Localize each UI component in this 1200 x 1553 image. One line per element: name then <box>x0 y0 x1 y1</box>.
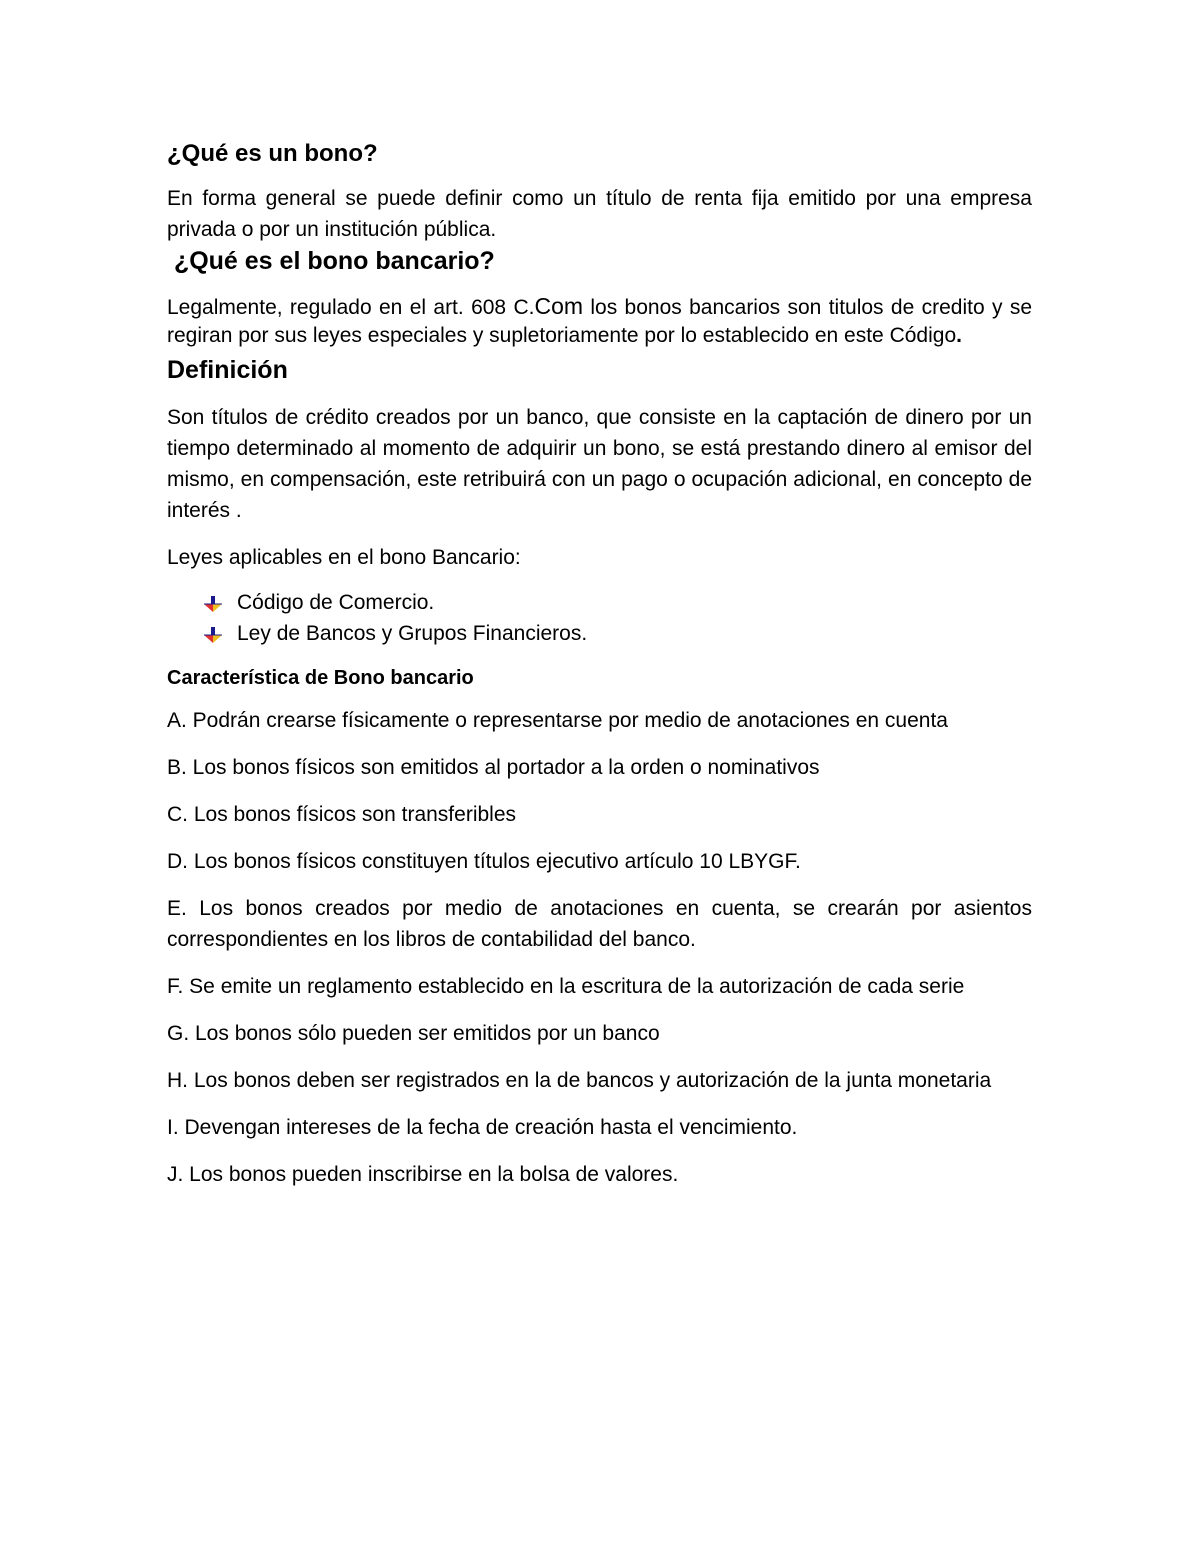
characteristic-item: B. Los bonos físicos son emitidos al portador a la orden o nominativos <box>167 756 820 780</box>
characteristic-item: G. Los bonos sólo pueden ser emitidos por un banco <box>167 1022 660 1046</box>
law-item-label: Código de Comercio. <box>237 591 435 615</box>
paragraph-legal-regulation <box>167 292 1032 350</box>
heading-definicion: Definición <box>167 355 288 384</box>
characteristic-item: D. Los bonos físicos constituyen títulos ejecutivo artículo 10 LBYGF. <box>167 850 801 874</box>
legal-text-part2: los bonos bancarios son titulos de credito y se regiran por sus leyes especiales y supletoriamente por lo establecido en este Código <box>167 295 1032 347</box>
paragraph-definicion: Son títulos de crédito creados por un banco, que consiste en la captación de dinero por un tiempo determinado al momento de adquirir un bono, se está prestando dinero al emisor del mismo, en compensación, este retribuirá con un pago o ocupación adicional, en concepto de interés . <box>167 406 1032 523</box>
laws-list <box>167 587 1032 649</box>
characteristic-item: C. Los bonos físicos son transferibles <box>167 803 517 827</box>
document-content <box>167 138 1032 1190</box>
heading-que-es-un-bono: ¿Qué es un bono? <box>167 140 378 167</box>
list-item <box>203 587 1032 618</box>
law-item-label: Ley de Bancos y Grupos Financieros. <box>237 622 588 646</box>
heading-caracteristicas: Característica de Bono bancario <box>167 667 474 690</box>
legal-text-period: . <box>956 323 962 347</box>
legal-text-part1: Legalmente, regulado en el art. 608 C. <box>167 295 535 319</box>
list-item <box>203 618 1032 649</box>
characteristic-item: H. Los bonos deben ser registrados en la de bancos y autorización de la junta monetaria <box>167 1069 992 1093</box>
legal-text-com: Com <box>534 292 584 319</box>
arrow-down-bullet-icon <box>203 626 223 644</box>
characteristic-item: E. Los bonos creados por medio de anotaciones en cuenta, se crearán por asientos correspondientes en los libros de contabilidad del banco. <box>167 897 1032 952</box>
heading-bono-bancario-text: ¿Qué es el bono bancario? <box>167 247 495 276</box>
paragraph-leyes-intro: Leyes aplicables en el bono Bancario: <box>167 546 521 570</box>
characteristic-item: J. Los bonos pueden inscribirse en la bolsa de valores. <box>167 1163 679 1187</box>
paragraph-bono-definition: En forma general se puede definir como un título de renta fija emitido por una empresa privada o por un institución pública. <box>167 187 1032 242</box>
arrow-down-bullet-icon <box>203 595 223 613</box>
heading-bono-bancario <box>167 245 1032 278</box>
characteristic-item: F. Se emite un reglamento establecido en la escritura de la autorización de cada serie <box>167 975 965 999</box>
characteristic-item: I. Devengan intereses de la fecha de creación hasta el vencimiento. <box>167 1116 798 1140</box>
characteristic-item: A. Podrán crearse físicamente o representarse por medio de anotaciones en cuenta <box>167 709 948 733</box>
